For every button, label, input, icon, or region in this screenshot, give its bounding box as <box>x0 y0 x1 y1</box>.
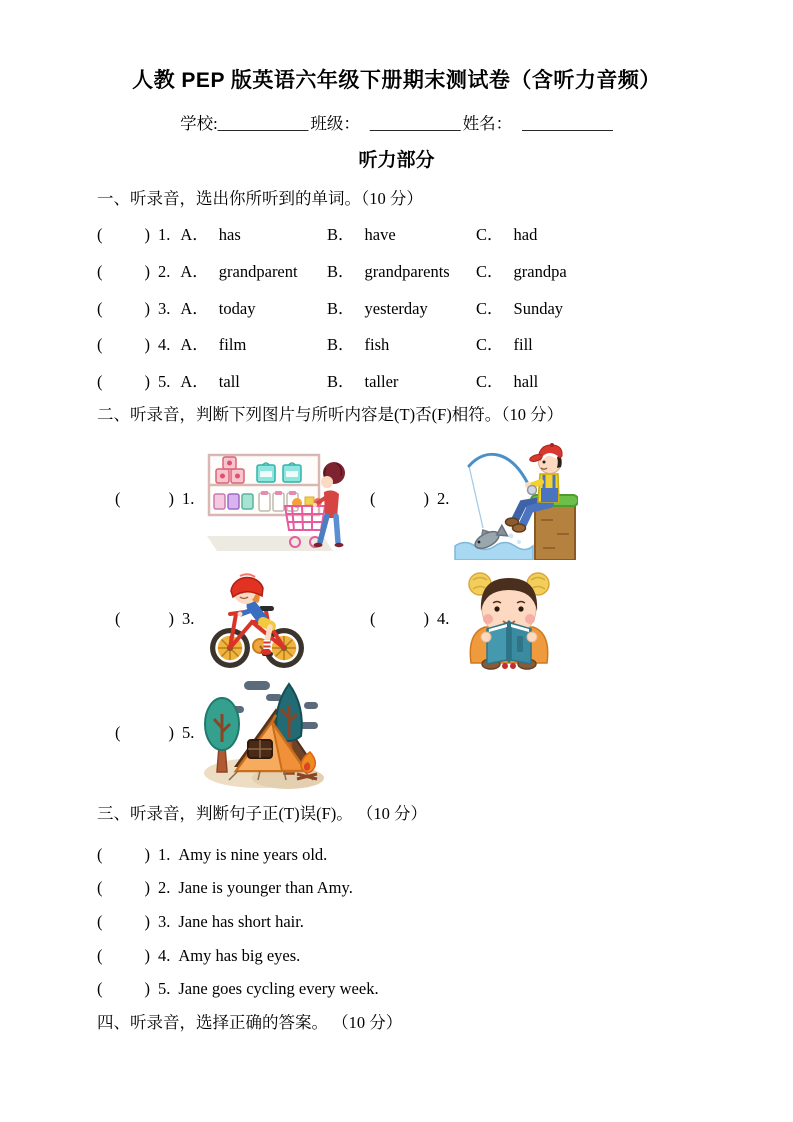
item-number: 1. <box>182 488 195 508</box>
option-letter: B． <box>327 225 355 245</box>
class-label: 班级： <box>310 114 360 134</box>
sentence-text: Jane goes cycling every week. <box>178 979 379 999</box>
close-paren: ) <box>144 844 150 864</box>
answer-bracket <box>97 335 150 354</box>
item-number: 3. <box>158 298 171 318</box>
close-paren: ) <box>144 371 150 391</box>
close-paren: ) <box>144 261 150 281</box>
item-number: 5. <box>158 979 171 999</box>
open-paren: ( <box>97 225 103 245</box>
option-word: had <box>513 225 538 245</box>
part2-heading: 二、听录音，判断下列图片与所听内容是(T)否(F)相符。（10 分） <box>97 405 564 425</box>
sentence-judge-row <box>97 979 793 1000</box>
option-word: have <box>364 225 396 245</box>
answer-bracket <box>97 372 150 391</box>
close-paren: ) <box>144 945 150 965</box>
answer-bracket <box>97 912 150 931</box>
close-paren: ) <box>423 608 429 628</box>
open-paren: ( <box>370 608 376 628</box>
picture-judge-row <box>115 564 793 674</box>
part1-heading: 一、听录音，选出你所听到的单词。（10 分） <box>97 188 423 208</box>
answer-bracket <box>97 262 150 281</box>
sentence-text: Jane is younger than Amy. <box>178 878 353 898</box>
item-number: 4. <box>158 945 171 965</box>
open-paren: ( <box>115 722 121 742</box>
open-paren: ( <box>370 488 376 508</box>
sentence-judge-row <box>97 878 793 899</box>
answer-bracket <box>370 609 429 628</box>
open-paren: ( <box>115 608 121 628</box>
open-paren: ( <box>97 335 103 355</box>
school-label: 学校: <box>180 114 218 134</box>
answer-bracket <box>97 845 150 864</box>
close-paren: ) <box>144 911 150 931</box>
option-word: tall <box>218 371 240 391</box>
option-word: hall <box>513 371 539 391</box>
option-word: fish <box>364 335 390 355</box>
option-letter: A． <box>180 335 209 355</box>
close-paren: ) <box>144 335 150 355</box>
item-number: 2. <box>437 488 450 508</box>
option-word: grandparent <box>218 261 298 281</box>
item-number: 5. <box>182 722 195 742</box>
item-number: 5. <box>158 371 171 391</box>
open-paren: ( <box>97 844 103 864</box>
close-paren: ) <box>144 979 150 999</box>
open-paren: ( <box>97 878 103 898</box>
option-letter: A． <box>180 298 209 318</box>
class-blank: ___________ <box>369 114 461 134</box>
answer-bracket <box>115 723 174 742</box>
option-letter: A． <box>180 261 209 281</box>
option-letter: C． <box>476 298 504 318</box>
picture-judge-row <box>115 674 793 792</box>
answer-bracket <box>115 489 174 508</box>
word-choice-row <box>97 299 793 320</box>
sentence-judge-row <box>97 845 793 866</box>
option-word: grandpa <box>513 261 567 281</box>
girl-reading-illustration <box>453 567 566 671</box>
answer-bracket <box>97 878 150 897</box>
open-paren: ( <box>97 945 103 965</box>
sentence-text: Amy is nine years old. <box>178 844 328 864</box>
listening-section-heading: 听力部分 <box>358 149 435 171</box>
sentence-judge-row <box>97 946 793 967</box>
answer-bracket <box>97 299 150 318</box>
option-letter: C． <box>476 225 504 245</box>
open-paren: ( <box>115 488 121 508</box>
part3-heading: 三、听录音，判断句子正(T)误(F)。 （10 分） <box>97 804 427 823</box>
option-word: has <box>218 225 241 245</box>
open-paren: ( <box>97 298 103 318</box>
open-paren: ( <box>97 979 103 999</box>
option-letter: B． <box>327 298 355 318</box>
open-paren: ( <box>97 261 103 281</box>
sentence-text: Jane has short hair. <box>178 911 304 931</box>
sentence-text: Amy has big eyes. <box>178 945 301 965</box>
close-paren: ) <box>144 878 150 898</box>
option-letter: B． <box>327 261 355 281</box>
option-word: today <box>218 298 256 318</box>
boy-cycling-illustration <box>200 564 313 674</box>
part4-heading: 四、听录音，选择正确的答案。 （10 分） <box>97 1012 403 1032</box>
picture-judge-row <box>115 438 793 560</box>
option-letter: C． <box>476 371 504 391</box>
item-number: 1. <box>158 844 171 864</box>
supermarket-shopping-illustration <box>205 446 345 553</box>
answer-bracket <box>115 609 174 628</box>
option-word: film <box>218 335 247 355</box>
option-word: taller <box>364 371 399 391</box>
camping-tent-illustration <box>200 674 327 792</box>
option-letter: B． <box>327 371 355 391</box>
open-paren: ( <box>97 911 103 931</box>
close-paren: ) <box>144 298 150 318</box>
option-letter: A． <box>180 371 209 391</box>
answer-bracket <box>97 946 150 965</box>
option-letter: C． <box>476 335 504 355</box>
close-paren: ) <box>168 488 174 508</box>
item-number: 3. <box>158 911 171 931</box>
word-choice-row <box>97 372 793 393</box>
item-number: 4. <box>437 608 450 628</box>
answer-bracket <box>370 489 429 508</box>
answer-bracket <box>97 225 150 244</box>
close-paren: ) <box>168 722 174 742</box>
option-letter: C． <box>476 261 504 281</box>
option-letter: A． <box>180 225 209 245</box>
option-word: fill <box>513 335 533 355</box>
option-letter: B． <box>327 335 355 355</box>
item-number: 3. <box>182 608 195 628</box>
student-info-line <box>0 114 793 135</box>
school-blank: ___________ <box>217 114 309 134</box>
page-title: 人教 PEP 版英语六年级下册期末测试卷（含听力音频） <box>132 69 661 92</box>
word-choice-row <box>97 262 793 283</box>
close-paren: ) <box>168 608 174 628</box>
word-choice-row <box>97 225 793 246</box>
sentence-judge-row <box>97 912 793 933</box>
option-word: grandparents <box>364 261 450 281</box>
close-paren: ) <box>144 225 150 245</box>
item-number: 2. <box>158 878 171 898</box>
option-word: yesterday <box>364 298 428 318</box>
name-blank: ___________ <box>522 114 613 134</box>
item-number: 2. <box>158 261 171 281</box>
boy-fishing-illustration <box>453 438 578 560</box>
item-number: 1. <box>158 225 171 245</box>
name-label: 姓名： <box>462 114 513 134</box>
option-word: Sunday <box>513 298 564 318</box>
close-paren: ) <box>423 488 429 508</box>
item-number: 4. <box>158 335 171 355</box>
open-paren: ( <box>97 371 103 391</box>
word-choice-row <box>97 335 793 356</box>
answer-bracket <box>97 979 150 998</box>
